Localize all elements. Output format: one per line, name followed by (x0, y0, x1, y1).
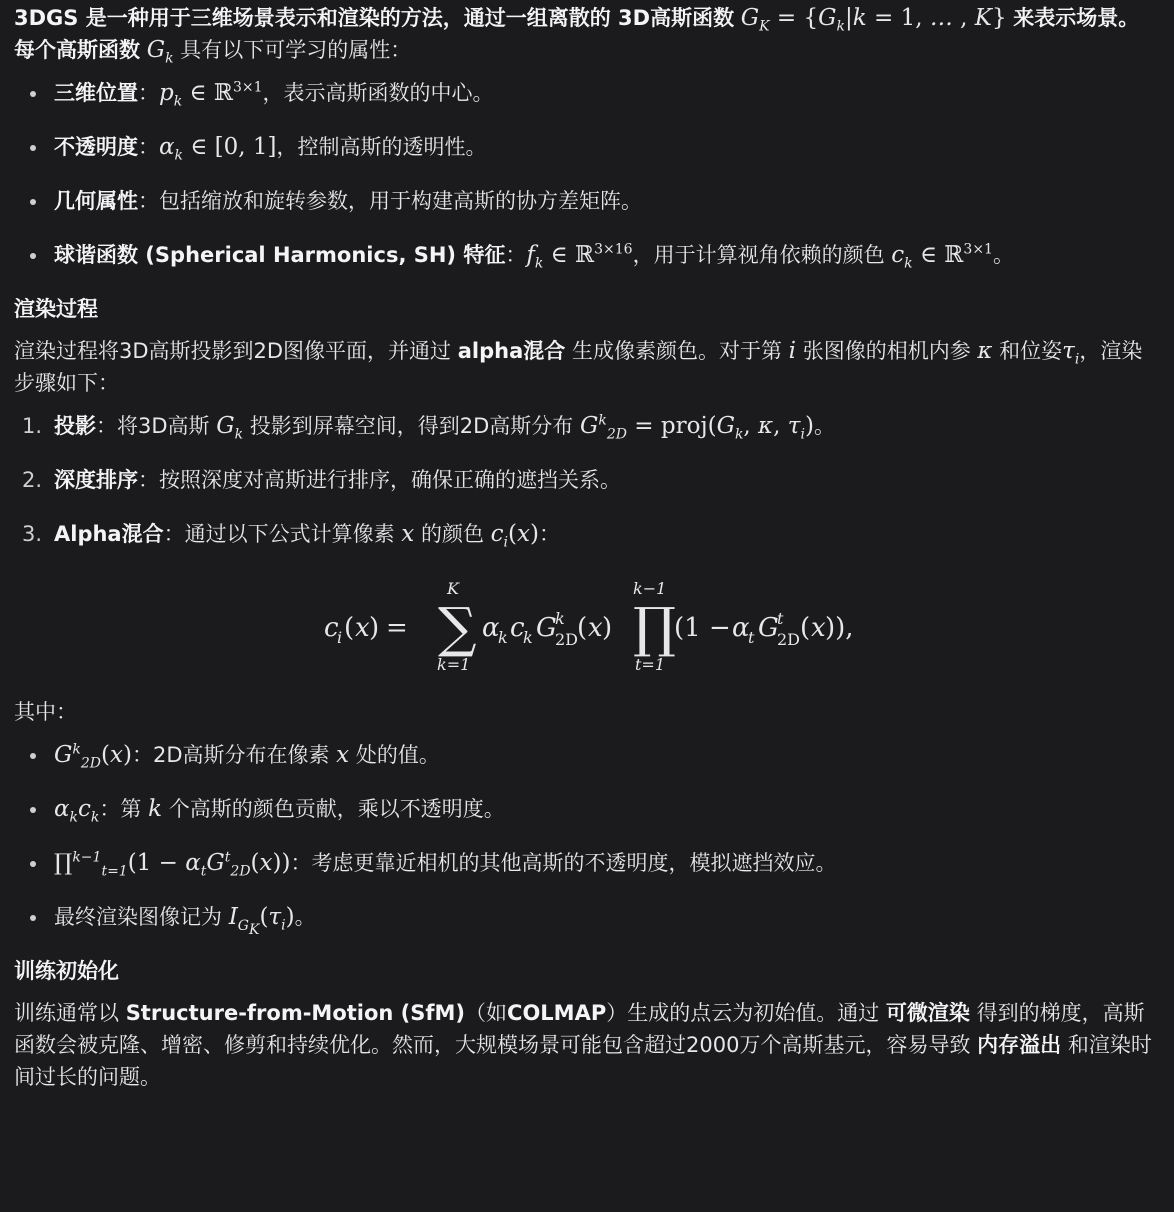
svg-text:α: α (482, 613, 500, 643)
svg-text:∑: ∑ (438, 596, 477, 659)
render-paragraph: 渲染过程将3D高斯投影到2D图像平面，并通过 alpha混合 生成像素颜色。对于第 i 张图像的相机内参 κ 和位姿$\tau_i$，渲染步骤如下： (14, 338, 1143, 395)
svg-text:i: i (337, 628, 343, 647)
svg-text:K: K (447, 579, 459, 598)
svg-text:c: c (510, 613, 525, 643)
svg-text:=: = (386, 613, 408, 643)
term-list (14, 739, 1160, 938)
svg-text:): ) (602, 613, 613, 643)
list-item: $G^k_{2D}(x)$：2D高斯分布在像素 x 处的值。 (14, 739, 1160, 771)
svg-text:∏: ∏ (633, 596, 676, 659)
svg-text:(: ( (800, 613, 811, 643)
where-label: 其中： (14, 700, 77, 724)
render-heading: 渲染过程 (14, 297, 98, 321)
svg-text:k: k (555, 609, 565, 628)
position-formula: $p_k$ ∈ ℝ$^{3\times 1}$ (159, 79, 263, 110)
svg-text:x: x (588, 613, 603, 643)
gaussian-set-formula: $G_K = \{G_k|k = 1$, … , K} (740, 5, 1007, 35)
svg-text:t=1: t=1 (635, 655, 666, 674)
svg-text:k: k (523, 628, 533, 647)
list-item: 不透明度：$\alpha_k$ ∈ [0, 1]，控制高斯的透明性。 (14, 131, 1160, 163)
list-item: 几何属性：包括缩放和旋转参数，用于构建高斯的协方差矩阵。 (14, 185, 1160, 217)
svg-text:c: c (324, 613, 339, 643)
render-steps (14, 410, 1160, 550)
attribute-list (14, 77, 1160, 271)
list-item: 2. 深度排序：按照深度对高斯进行排序，确保正确的遮挡关系。 (22, 468, 621, 492)
training-paragraph: 训练通常以 Structure-from-Motion (SfM)（如COLMAP）生成的点云为初始值。通过 可微渲染 得到的梯度，高斯函数会被克隆、增密、修剪和持续优化。然而，大规模场景可能包含超过2000万个高斯基元，容易导致 内存溢出 和渲染时间过长的问题。 (14, 1001, 1152, 1089)
intro-text-2: 来表示场景。每个高斯函数 (14, 6, 1140, 62)
svg-text:(1 −: (1 − (674, 613, 731, 643)
svg-text:α: α (732, 613, 750, 643)
svg-text:G: G (536, 613, 557, 643)
color-formula: $c_k$ ∈ ℝ$^{3\times 1}$ (891, 241, 993, 272)
svg-text:)),: )), (825, 613, 854, 643)
svg-text:x: x (811, 613, 826, 643)
svg-text:k=1: k=1 (437, 655, 471, 674)
list-item: 最终渲染图像记为 $I_{G_K}(\tau_i)$。 (14, 901, 1160, 933)
svg-text:2D: 2D (555, 630, 579, 649)
intro-text-1: 3DGS 是一种用于三维场景表示和渲染的方法，通过一组离散的 3D高斯函数 (14, 6, 735, 30)
svg-text:t: t (748, 628, 755, 647)
svg-text:(: ( (577, 613, 588, 643)
projection-formula: $G^k_{2D}$ = $proj(G_k$, κ, $\tau_i$) (579, 412, 814, 443)
svg-text:x: x (355, 613, 370, 643)
list-item: $\alpha_kc_k$：第 k 个高斯的颜色贡献，乘以不透明度。 (14, 793, 1160, 825)
list-item: 1. 投影：将3D高斯 $G_k$ 投影到屏幕空间，得到2D高斯分布 $G^k_{2D}$ = $proj(G_k$, κ, $\tau_i$)。 (22, 412, 835, 443)
svg-text:): ) (369, 613, 380, 643)
svg-text:(: ( (344, 613, 355, 643)
svg-text:t: t (777, 609, 784, 628)
intro-paragraph (14, 2, 1160, 66)
list-item: 三维位置：$p_k$ ∈ ℝ$^{3\times 1}$，表示高斯函数的中心。 (14, 77, 1160, 109)
opacity-formula: $\alpha_k$ ∈ [0, 1] (159, 134, 277, 164)
formula-graphic (14, 572, 1160, 682)
svg-text:2D: 2D (777, 630, 801, 649)
sh-formula: $f_k$ ∈ ℝ$^{3\times 16}$ (526, 241, 633, 272)
svg-text:G: G (758, 613, 779, 643)
list-item: 球谐函数 (Spherical Harmonics, SH) 特征：$f_k$ ∈ ℝ$^{3\times 16}$，用于计算视角依赖的颜色 $c_k$ ∈ ℝ$^{3\times 1}$。 (14, 239, 1160, 271)
svg-text:k−1: k−1 (633, 579, 667, 598)
intro-text-3: 具有以下可学习的属性： (180, 38, 412, 62)
gaussian-symbol: $G_k$ (146, 37, 174, 67)
svg-text:k: k (498, 628, 508, 647)
list-item: 3. Alpha混合：通过以下公式计算像素 x 的颜色 $c_i(x)$： (22, 521, 560, 551)
list-item: ∏$^{k-1}_{t=1}$(1 − $\alpha_tG^t_{2D}(x)$)：考虑更靠近相机的其他高斯的不透明度，模拟遮挡效应。 (14, 847, 1160, 879)
alpha-blending-formula (14, 572, 1160, 682)
training-heading: 训练初始化 (14, 959, 119, 983)
